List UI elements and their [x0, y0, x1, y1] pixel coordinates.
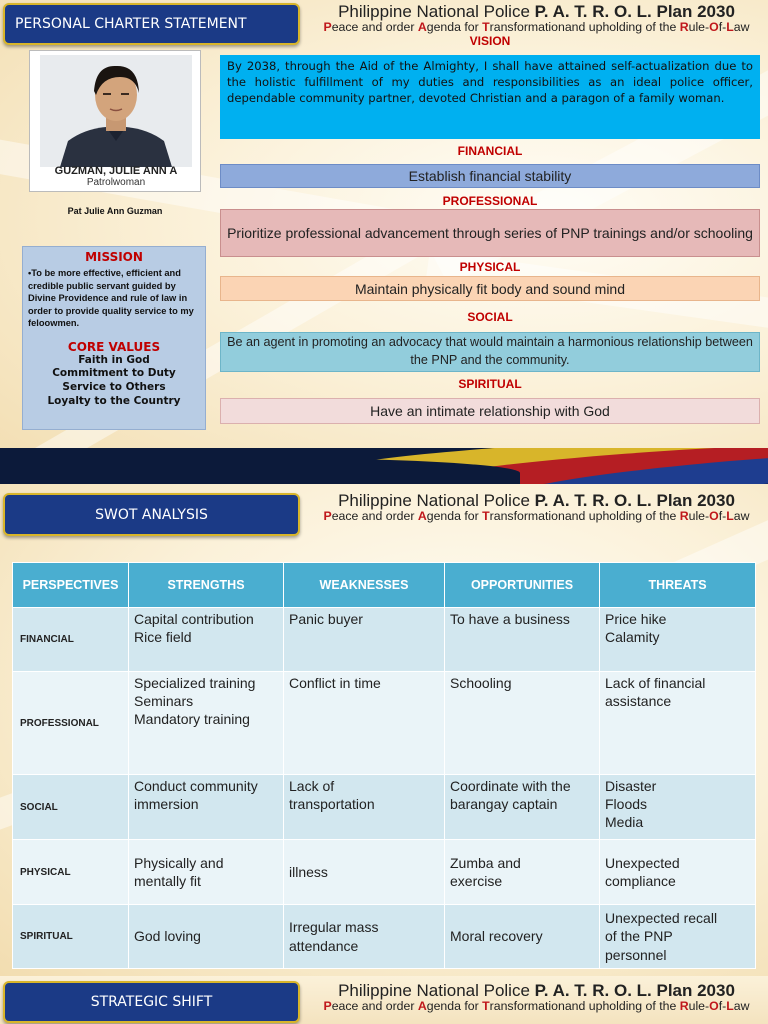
- weaknesses-cell: Panic buyer: [284, 608, 445, 672]
- pnp-header-subtitle: [305, 510, 768, 522]
- subtitle-text: ule-: [688, 509, 710, 523]
- perspective-cell: SOCIAL: [13, 775, 129, 840]
- subtitle-initial: A: [417, 509, 427, 523]
- perspective-cell: PROFESSIONAL: [13, 672, 129, 775]
- subtitle-initial: L: [726, 20, 734, 34]
- threats-cell: Unexpected recall of the PNP personnel: [600, 905, 756, 969]
- pnp-header-title: Philippine National Police P. A. T. R. O. L. Plan 2030: [338, 2, 735, 21]
- subtitle-text: genda for: [426, 20, 483, 34]
- financial-label: FINANCIAL: [457, 144, 523, 158]
- subtitle-initial: A: [417, 20, 427, 34]
- subtitle-text: aw: [733, 999, 750, 1013]
- strengths-cell: Capital contribution Rice field: [129, 608, 284, 672]
- perspective-cell: SPIRITUAL: [13, 905, 129, 969]
- subtitle-initial: P: [323, 999, 332, 1013]
- subtitle-initial: P: [323, 509, 332, 523]
- physical-goal: Maintain physically fit body and sound mind: [220, 276, 760, 301]
- subtitle-initial: O: [709, 999, 719, 1013]
- header-opportunities: OPPORTUNITIES: [445, 563, 600, 608]
- spiritual-label: SPIRITUAL: [458, 377, 522, 391]
- subtitle-initial: T: [482, 20, 490, 34]
- subtitle-initial: T: [482, 999, 490, 1013]
- subtitle-initial: R: [679, 20, 689, 34]
- pnp-header-subtitle: [305, 1000, 768, 1012]
- opportunities-cell: To have a business: [445, 608, 600, 672]
- title-tab: [3, 981, 300, 1023]
- opportunities-cell: Moral recovery: [445, 905, 600, 969]
- photo-rank: Patrolwoman: [86, 177, 146, 188]
- subtitle-text: ransformationand upholding of the: [489, 999, 680, 1013]
- swot-table: [12, 562, 756, 969]
- subtitle-initial: R: [679, 509, 689, 523]
- core-value-item: Commitment to Duty: [52, 367, 176, 380]
- subtitle-text: genda for: [426, 509, 483, 523]
- table-row: [13, 775, 756, 840]
- table-row: [13, 672, 756, 775]
- slide-swot-analysis: [0, 484, 768, 976]
- strengths-cell: Physically and mentally fit: [129, 840, 284, 905]
- spiritual-goal: Have an intimate relationship with God: [220, 398, 760, 424]
- threats-cell: Price hike Calamity: [600, 608, 756, 672]
- financial-goal: Establish financial stability: [220, 164, 760, 188]
- core-value-item: Service to Others: [62, 381, 166, 394]
- subtitle-initial: A: [417, 999, 427, 1013]
- swot-header-row: [13, 563, 756, 608]
- physical-label: PHYSICAL: [459, 260, 521, 274]
- portrait-photo: [40, 55, 192, 167]
- photo-caption: [30, 165, 202, 188]
- pnp-header-title: Philippine National Police P. A. T. R. O. L. Plan 2030: [338, 491, 735, 510]
- pnp-header-subtitle: [305, 21, 768, 33]
- core-values-title: CORE VALUES: [67, 339, 161, 354]
- slide-personal-charter: [0, 0, 768, 484]
- photo-name: GUZMAN, JULIE ANN A: [54, 165, 178, 177]
- tab-title: STRATEGIC SHIFT: [90, 994, 213, 1010]
- vision-text: By 2038, through the Aid of the Almighty, I shall have attained self-actualization due to the holistic fulfillment of my duties and responsibilities as an ideal police officer, dependable community partner, devoted Christian and a paragon of a family woman.: [220, 55, 760, 139]
- subtitle-initial: O: [709, 20, 719, 34]
- opportunities-cell: Schooling: [445, 672, 600, 775]
- header-perspectives: PERSPECTIVES: [13, 563, 129, 608]
- subtitle-text: eace and order: [331, 509, 418, 523]
- subtitle-text: f-: [718, 509, 727, 523]
- pnp-plan-header: [305, 3, 768, 33]
- tab-title: SWOT ANALYSIS: [95, 506, 208, 523]
- slide-strategic-shift: [0, 976, 768, 1024]
- title-tab: [3, 493, 300, 536]
- perspective-cell: FINANCIAL: [13, 608, 129, 672]
- table-row: [13, 840, 756, 905]
- strengths-cell: God loving: [129, 905, 284, 969]
- pnp-plan-header: [305, 982, 768, 1012]
- weaknesses-cell: Lack of transportation: [284, 775, 445, 840]
- opportunities-cell: Zumba and exercise: [445, 840, 600, 905]
- subtitle-text: f-: [718, 999, 727, 1013]
- professional-goal: Prioritize professional advancement through series of PNP trainings and/or schooling: [220, 209, 760, 257]
- weaknesses-cell: Irregular mass attendance: [284, 905, 445, 969]
- id-photo-card: [29, 50, 201, 192]
- threats-cell: Lack of financial assistance: [600, 672, 756, 775]
- weaknesses-cell: illness: [284, 840, 445, 905]
- subtitle-text: aw: [733, 509, 750, 523]
- perspective-cell: PHYSICAL: [13, 840, 129, 905]
- subtitle-initial: P: [323, 20, 332, 34]
- mission-text: •To be more effective, efficient and credible public servant guided by Divine Providence and rule of law in order to provide quality service to my feloowmen.: [28, 268, 194, 329]
- subtitle-text: eace and order: [331, 999, 418, 1013]
- header-weaknesses: WEAKNESSES: [284, 563, 445, 608]
- subtitle-text: f-: [718, 20, 727, 34]
- mission-box: [22, 246, 206, 430]
- subtitle-text: genda for: [426, 999, 483, 1013]
- strengths-cell: Specialized training Seminars Mandatory training: [129, 672, 284, 775]
- subtitle-text: ransformationand upholding of the: [489, 20, 680, 34]
- subtitle-text: ule-: [688, 999, 710, 1013]
- social-goal: Be an agent in promoting an advocacy that would maintain a harmonious relationship between the PNP and the community.: [220, 332, 760, 372]
- weaknesses-cell: Conflict in time: [284, 672, 445, 775]
- subtitle-text: eace and order: [331, 20, 418, 34]
- vision-label: VISION: [469, 34, 511, 48]
- core-value-item: Faith in God: [78, 353, 150, 366]
- header-strengths: STRENGTHS: [129, 563, 284, 608]
- subtitle-initial: O: [709, 509, 719, 523]
- social-label: SOCIAL: [467, 310, 513, 324]
- table-row: [13, 608, 756, 672]
- pnp-header-title: Philippine National Police P. A. T. R. O. L. Plan 2030: [338, 981, 735, 1000]
- subtitle-initial: R: [679, 999, 689, 1013]
- header-threats: THREATS: [600, 563, 756, 608]
- subtitle-text: ransformationand upholding of the: [489, 509, 680, 523]
- table-row: [13, 905, 756, 969]
- flag-ribbon-decoration: [0, 448, 768, 484]
- subtitle-initial: L: [726, 509, 734, 523]
- strengths-cell: Conduct community immersion: [129, 775, 284, 840]
- mission-title: MISSION: [85, 250, 143, 264]
- professional-label: PROFESSIONAL: [442, 194, 538, 208]
- threats-cell: Unexpected compliance: [600, 840, 756, 905]
- core-value-item: Loyalty to the Country: [47, 394, 181, 407]
- pnp-plan-header: [305, 492, 768, 522]
- tab-title: PERSONAL CHARTER STATEMENT: [15, 16, 247, 32]
- officer-name: Pat Julie Ann Guzman: [67, 206, 163, 216]
- subtitle-initial: L: [726, 999, 734, 1013]
- threats-cell: Disaster Floods Media: [600, 775, 756, 840]
- subtitle-text: ule-: [688, 20, 710, 34]
- subtitle-initial: T: [482, 509, 490, 523]
- opportunities-cell: Coordinate with the barangay captain: [445, 775, 600, 840]
- subtitle-text: aw: [733, 20, 750, 34]
